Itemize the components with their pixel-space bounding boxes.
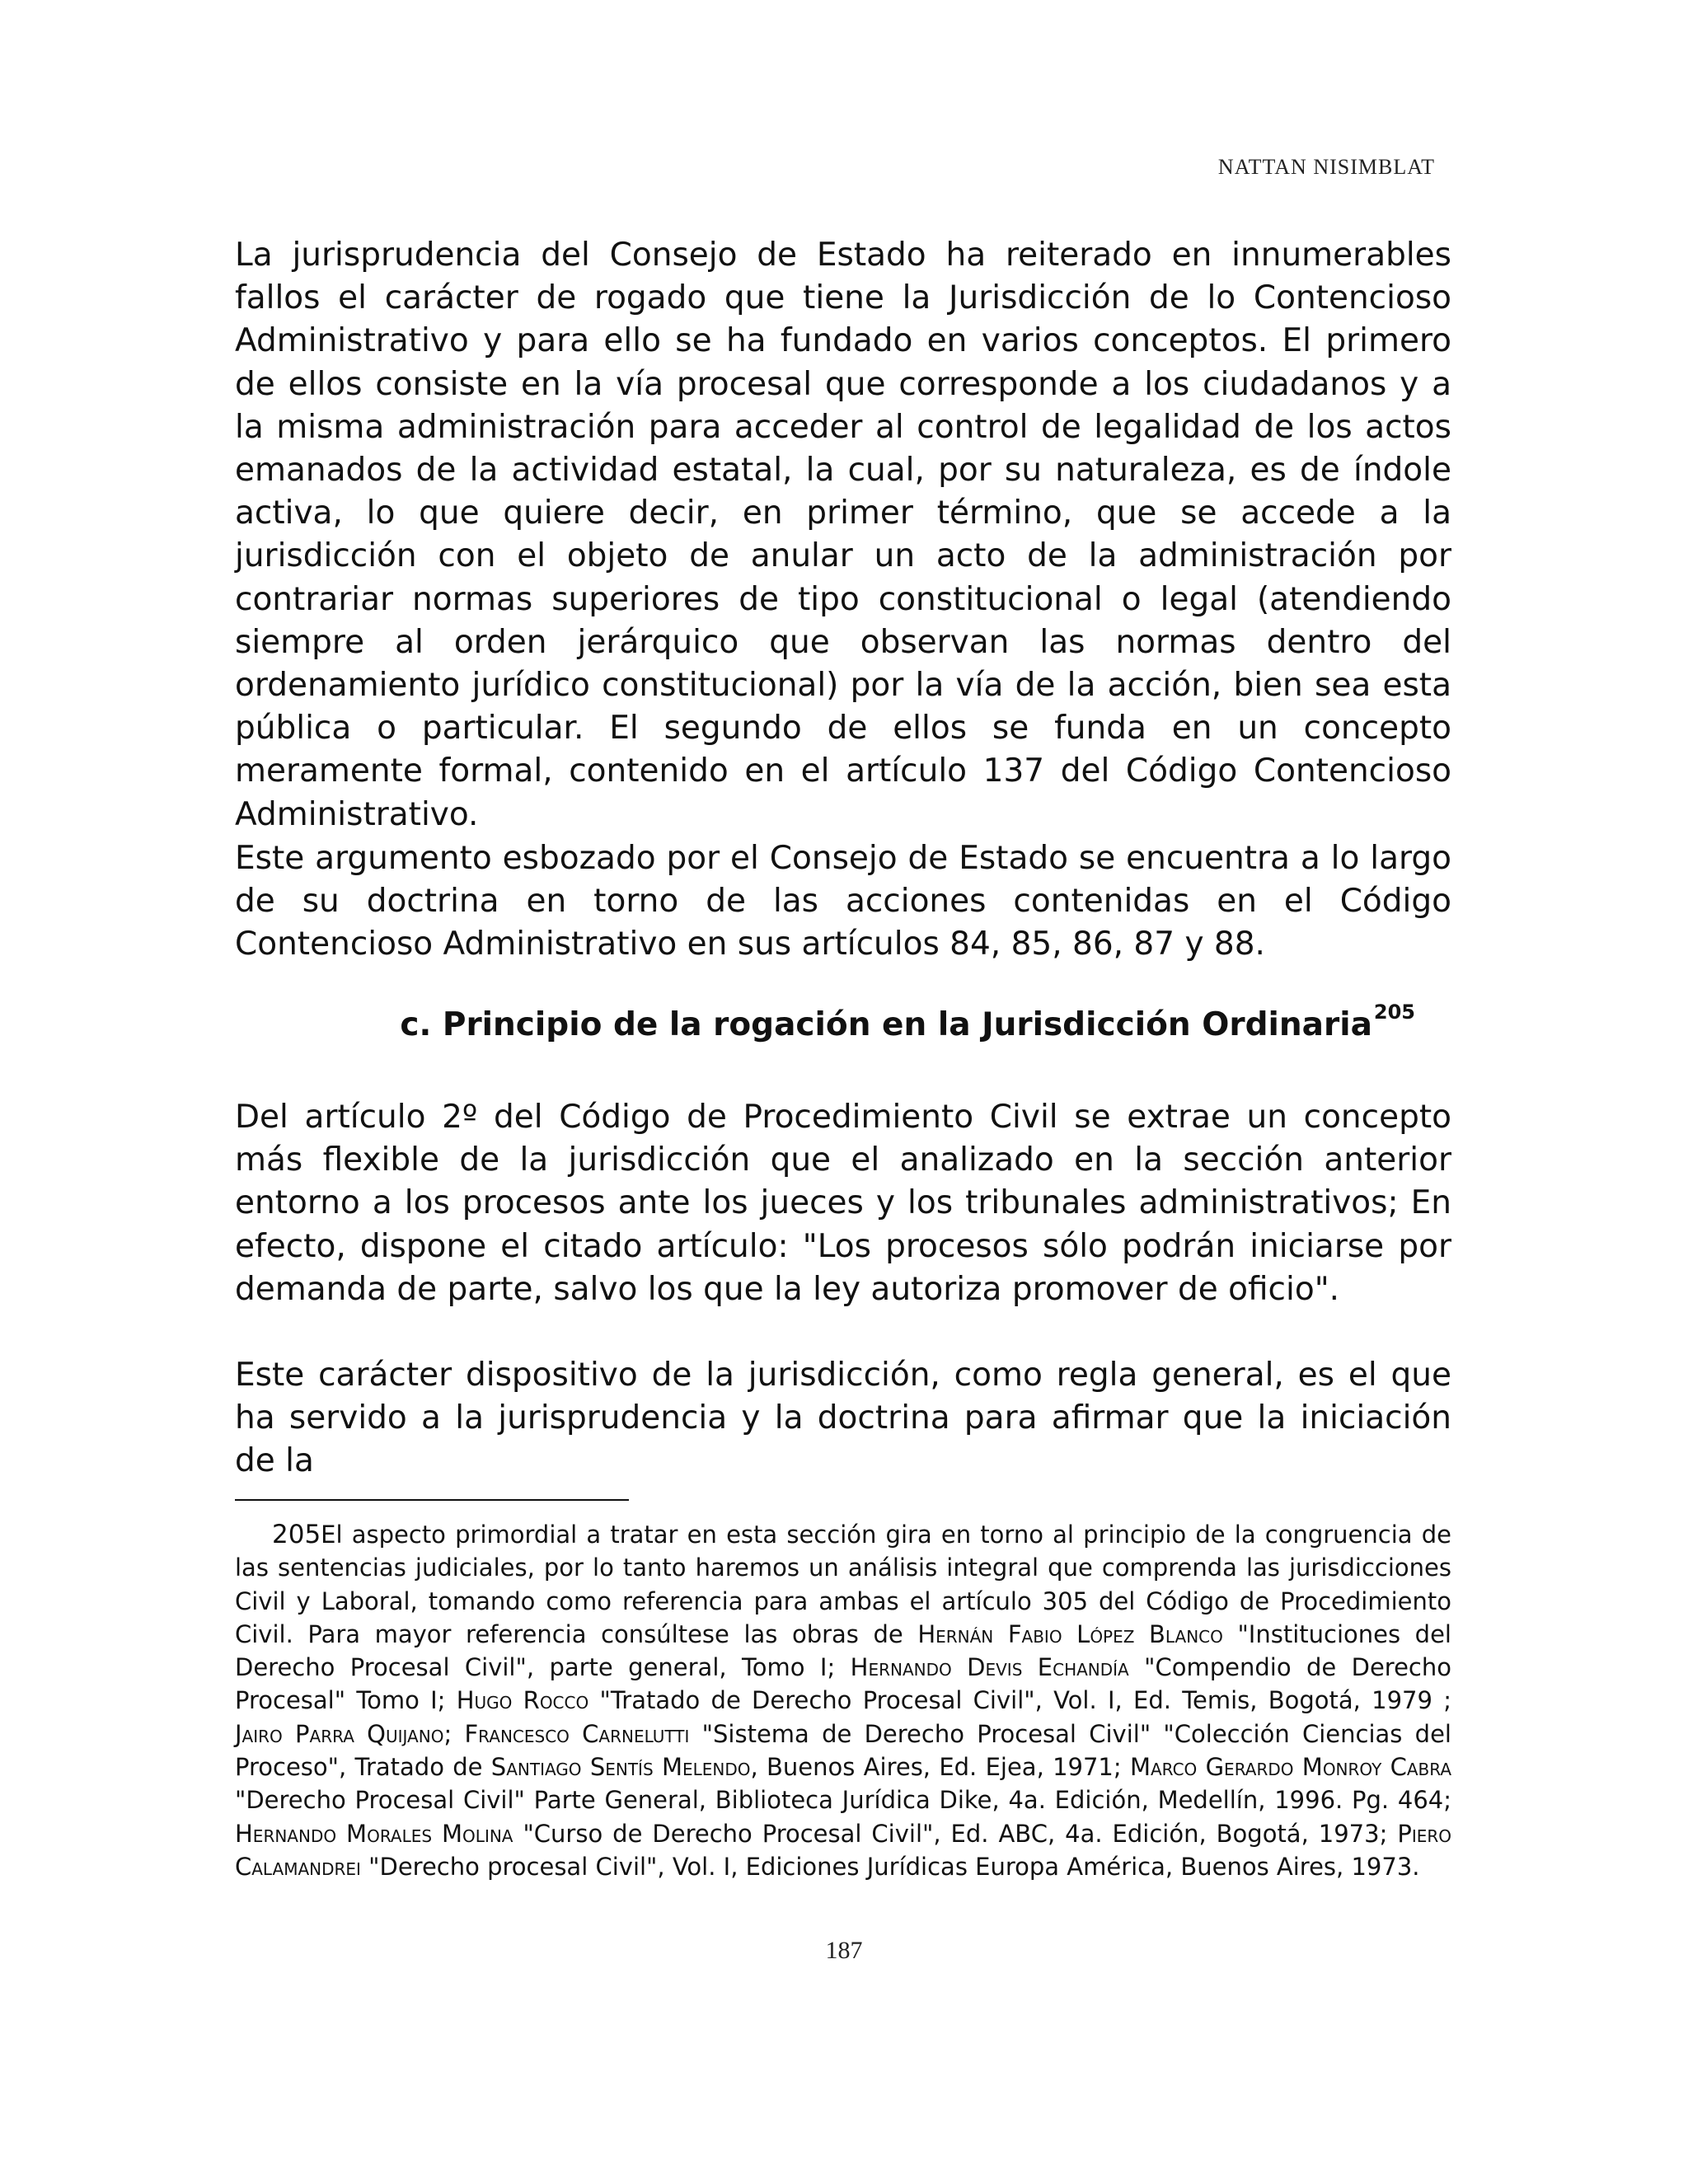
paragraph-text: Este argumento esbozado por el Consejo de Estado se encuentra a lo largo de su doctrina en torno de las acciones contenidas en el Código Contencioso Administrativo en sus artículos 84, 85, 86, 87 y 88. <box>235 840 1451 963</box>
footnote-text: ; <box>443 1719 465 1748</box>
paragraph-text: Del artículo 2º del Código de Procedimiento Civil se extrae un concepto más flexible de la jurisdicción que el analizado en la sección anterior entorno a los procesos ante los jueces y los tribunales administrativos; En efecto, dispone el citado artículo: "Los procesos sólo podrán iniciarse por demanda de parte, salvo los que la ley autoriza promover de oficio". <box>235 1099 1451 1308</box>
page-number: 187 <box>825 1937 863 1964</box>
section-heading-text: c. Principio de la rogación en la Jurisdicción Ordinaria <box>400 1006 1372 1043</box>
paragraph-text: La jurisprudencia del Consejo de Estado ha reiterado en innumerables fallos el carácter de rogado que tiene la Jurisdicción de lo Contencioso Administrativo y para ello se ha fundado en varios conceptos. El primero de ellos consiste en la vía procesal que corresponde a los ciudadanos y a la misma administración para acceder al control de legalidad de los actos emanados de la actividad estatal, la cual, por su naturaleza, es de índole activa, lo que quiere decir, en primer término, que se accede a la jurisdicción con el objeto de anular un acto de la administración por contrariar normas superiores de tipo constitucional o legal (atendiendo siempre al orden jerárquico que observan las normas dentro del ordenamiento jurídico constitucional) por la vía de la acción, bien sea esta pública o particular. El segundo de ellos se funda en un concepto meramente formal, contenido en el artículo 137 del Código Contencioso Administrativo. <box>235 237 1451 833</box>
author-name: Piero Calamandrei <box>235 1819 1451 1881</box>
paragraph-articulo-2 <box>235 1096 1451 1311</box>
footnote-text: "Curso de Derecho Procesal Civil", Ed. ABC, 4a. Edición, Bogotá, 1973; <box>513 1819 1398 1848</box>
footnote-text: "Derecho procesal Civil", Vol. I, Ediciones Jurídicas Europa América, Buenos Aires, 1973. <box>360 1852 1420 1881</box>
author-name: Hernando Morales Molina <box>235 1819 513 1848</box>
author-name: Hernán Fabio López Blanco <box>917 1619 1223 1648</box>
author-name: Jairo Parra Quijano <box>235 1719 444 1748</box>
running-head: NATTAN NISIMBLAT <box>1217 155 1435 179</box>
footnote-number: 205 <box>272 1520 321 1549</box>
footnote-text: "Compendio de Derecho Procesal" Tomo I; <box>235 1653 1451 1715</box>
author-name: Marco Gerardo Monroy Cabra <box>1129 1753 1452 1782</box>
section-heading <box>235 1001 1415 1050</box>
author-name: Francesco Carnelutti <box>464 1719 690 1748</box>
footnote-divider <box>235 1499 629 1501</box>
paragraph-consejo-de-estado <box>235 234 1451 837</box>
author-name: Hernando Devis Echandía <box>850 1653 1129 1682</box>
footnote-text: "Tratado de Derecho Procesal Civil", Vol. I, Ed. Temis, Bogotá, 1979 ; <box>588 1686 1451 1715</box>
footnote-text: "Sistema de Derecho Procesal Civil" "Colección Ciencias del Proceso", Tratado de <box>235 1719 1451 1782</box>
author-name: Santiago Sentís Melendo <box>490 1753 751 1782</box>
footnote-205 <box>235 1518 1451 1883</box>
paragraph-text: Este carácter dispositivo de la jurisdicción, como regla general, es el que ha servido a la jurisprudencia y la doctrina para afirmar que la iniciación de la <box>235 1357 1451 1480</box>
author-name: Hugo Rocco <box>456 1686 589 1715</box>
footnote-text: El aspecto primordial a tratar en esta sección gira en torno al principio de la congruencia de las sentencias judiciales, por lo tanto haremos un análisis integral que comprenda las jurisdicciones Civil y Laboral, tomando como referencia para ambas el artículo 305 del Código de Procedimiento Civil. Para mayor referencia consúltese las obras de <box>235 1521 1451 1648</box>
footnote-text: "Derecho Procesal Civil" Parte General, Biblioteca Jurídica Dike, 4a. Edición, Medellín, 1996. Pg. 464; <box>235 1786 1451 1815</box>
footnote-text: "Instituciones del Derecho Procesal Civil", parte general, Tomo I; <box>235 1619 1451 1682</box>
paragraph-argumento <box>235 837 1451 967</box>
footnote-reference[interactable]: 205 <box>1373 1001 1415 1024</box>
footnote-text: , Buenos Aires, Ed. Ejea, 1971; <box>750 1753 1130 1782</box>
paragraph-caracter-dispositivo <box>235 1354 1451 1483</box>
